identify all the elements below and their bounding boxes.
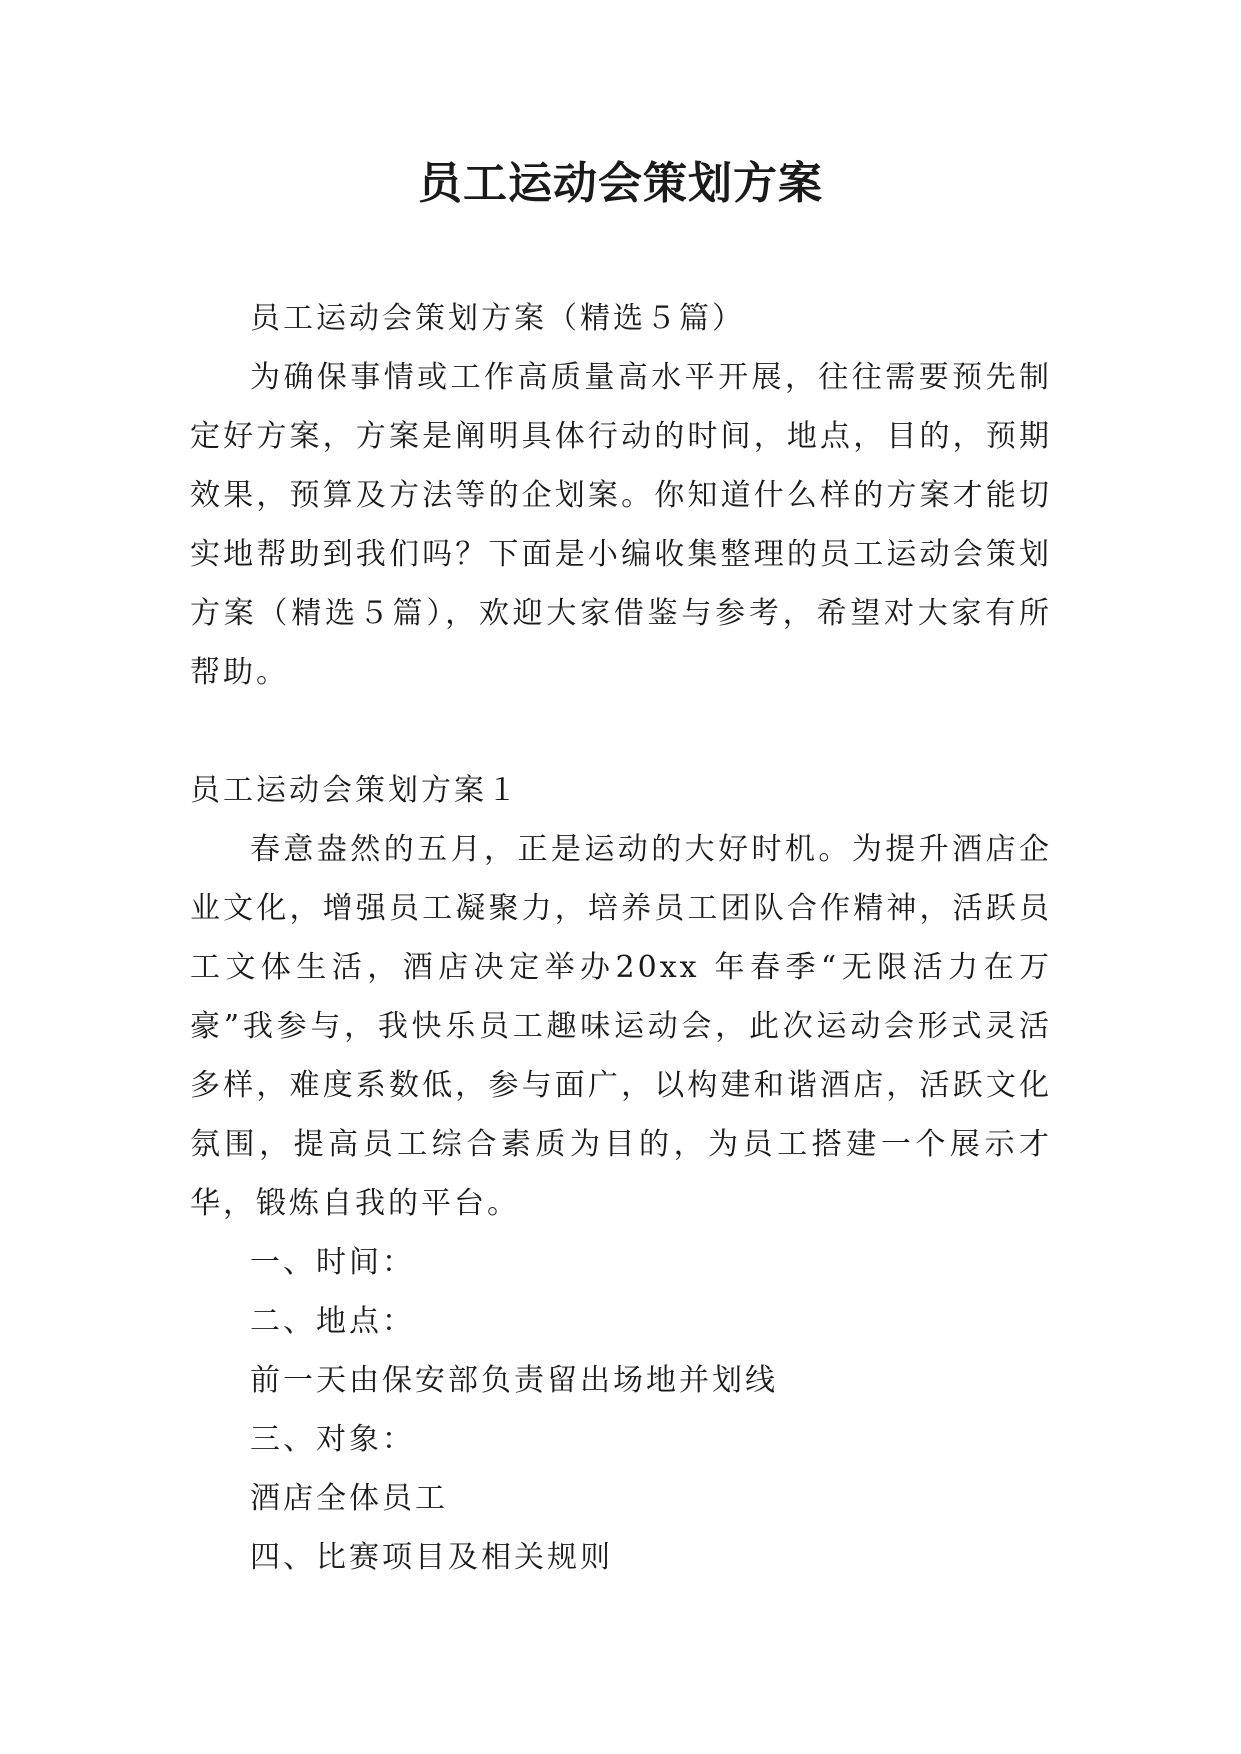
document-title: 员工运动会策划方案 [418,158,823,209]
list-item-location: 二、地点： [250,1304,415,1339]
list-item-location-detail: 前一天由保安部负责留出场地并划线 [250,1363,778,1398]
list-item-time: 一、时间： [250,1245,415,1280]
document-body [190,289,1052,1587]
section-heading-1: 员工运动会策划方案１ [190,773,520,808]
document-subtitle: 员工运动会策划方案（精选５篇） [250,301,745,336]
paragraph-spacer [190,702,1052,761]
intro-paragraph: 为确保事情或工作高质量高水平开展，往往需要预先制定好方案，方案是阐明具体行动的时间，地点，目的，预期效果，预算及方法等的企划案。你知道什么样的方案才能切实地帮助到我们吗？下面是小编收集整理的员工运动会策划方案（精选５篇），欢迎大家借鉴与参考，希望对大家有所帮助。 [190,360,1052,690]
list-item-events: 四、比赛项目及相关规则 [250,1540,613,1575]
section-1-paragraph: 春意盎然的五月，正是运动的大好时机。为提升酒店企业文化，增强员工凝聚力，培养员工团队合作精神，活跃员工文体生活，酒店决定举办20xx 年春季“无限活力在万豪”我参与，我快乐员工趣味运动会，此次运动会形式灵活多样，难度系数低，参与面广，以构建和谐酒店，活跃文化氛围，提高员工综合素质为目的，为员工搭建一个展示才华，锻炼自我的平台。 [190,832,1052,1221]
list-item-audience-detail: 酒店全体员工 [250,1481,448,1516]
list-item-audience: 三、对象： [250,1422,415,1457]
